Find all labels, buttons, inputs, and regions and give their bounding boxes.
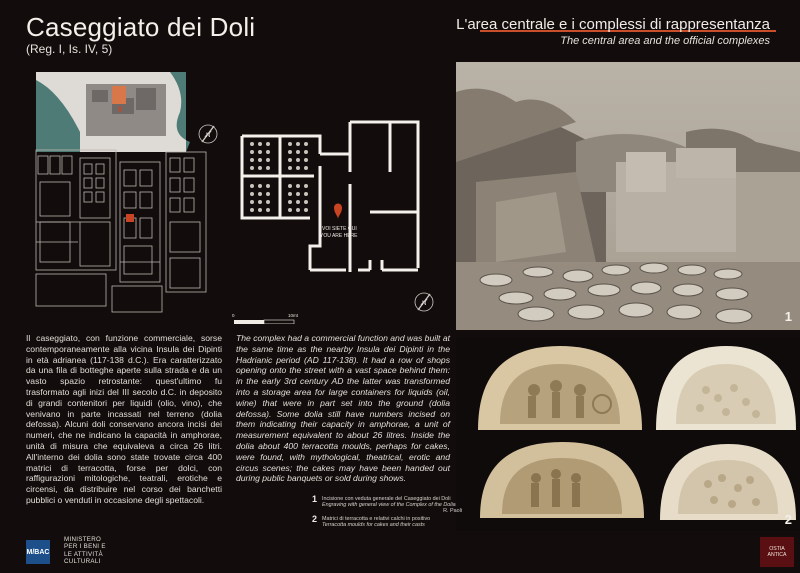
you-are-here-marker (320, 204, 358, 240)
page-subtitle: (Reg. I, Is. IV, 5) (26, 42, 113, 56)
caption-2-en: Terracotta moulds for cakes and their casts (322, 522, 425, 529)
moulds-photo (456, 338, 800, 531)
caption-1 (312, 494, 462, 515)
svg-text:N: N (422, 301, 427, 307)
ministry-line: CULTURALI (64, 558, 101, 566)
scale-end: 10mt (288, 313, 299, 318)
scale-bar (232, 313, 299, 324)
section-title: L'area centrale e i complessi di rappresentanza (456, 16, 770, 33)
caption-1-it: Incisione con veduta generale del Caseggiato dei Doli (322, 496, 451, 502)
north-arrow-icon (415, 293, 433, 311)
ostia-antica-logo (760, 537, 794, 567)
ostia-line: OSTIA (769, 546, 785, 552)
mould-bottom-right (660, 444, 796, 520)
italian-description: Il caseggiato, con funzione commerciale, sorse contemporaneamente alla vicina Insula dei Dipinti in età adrianea (117-138 d.C.). Era caratterizzato da una fila di botteghe aperte sulla strada e da un vasto spazio retrostante: quest'ultimo fu trasformato agli inizi del III secolo d.C. in deposito di grandi contenitori per liquidi (olio, vino), che venivano in parte incassati nel terreno (dolia defossa). Alcuni doli conservano ancora incisi dei numeri, che ne indicano la capacità in amphorae, unità di misura che equivaleva a circa 26 litri. All'interno dei dolia sono state trovate circa 400 matrici di terracotta, forse per dolci, con raffigurazioni mitologiche, teatrali, erotiche e circensi, da distribuire nel corso dei banchetti pubblici o venduti in occasione degli spettacoli. (26, 333, 222, 505)
caption-2 (312, 514, 462, 529)
site-plans (20, 62, 456, 324)
overview-map (36, 72, 190, 152)
page-title: Caseggiato dei Doli (26, 12, 256, 42)
mould-bottom-left (480, 442, 644, 518)
caption-2-it: Matrici di terracotta e relativi calchi in positivo (322, 516, 431, 522)
caption-1-credit: R. Paoli (443, 508, 462, 515)
ministry-line: MINISTERO (64, 536, 102, 543)
ostia-line: ANTICA (767, 552, 787, 558)
section-subtitle: The central area and the official complexes (560, 35, 770, 47)
north-arrow-icon (199, 125, 217, 143)
mibac-logo: M/BAC (26, 540, 50, 564)
ministry-line: LE ATTIVITÀ (64, 550, 103, 558)
photo-1-number: 1 (784, 309, 792, 324)
engraving-photo (456, 62, 800, 330)
caption-1-number: 1 (312, 494, 318, 504)
ministry-line: PER I BENI E (64, 543, 106, 551)
caption-2-number: 2 (312, 514, 318, 524)
ministry-name (64, 536, 106, 566)
you-are-here-it: VOI SIETE QUI (322, 226, 357, 232)
mould-top-right (656, 346, 796, 430)
caption-1-en: Engraving with general view of the Complex of the Dolia (322, 502, 456, 509)
photo-2-number: 2 (784, 512, 792, 527)
mould-top-left (478, 346, 642, 430)
you-are-here-en: YOU ARE HERE (320, 233, 358, 239)
svg-text:N: N (206, 133, 211, 139)
english-description: The complex had a commercial function and was built at the same time as the nearby Insula dei Dipinti in the Hadrianic period (AD 117-138). It had a row of shops opening onto the street with a vast space behind them: in the early 3rd century AD the latter was transformed into a storage area for large containers for liquids (oil, wine) that were in part set into the ground (dolia defossa). Some dolia still have numbers incised on them indicating their capacity in amphorae, a unit of measurement equivalent to about 26 litres. Inside the dolia about 400 terracotta moulds, perhaps for cakes, were found, with mythological, theatrical, erotic and circus scenes; the cakes may have been handed out during public banquets or sold during shows. (236, 333, 450, 484)
district-plan (36, 150, 206, 312)
scale-start: 0 (232, 313, 235, 318)
